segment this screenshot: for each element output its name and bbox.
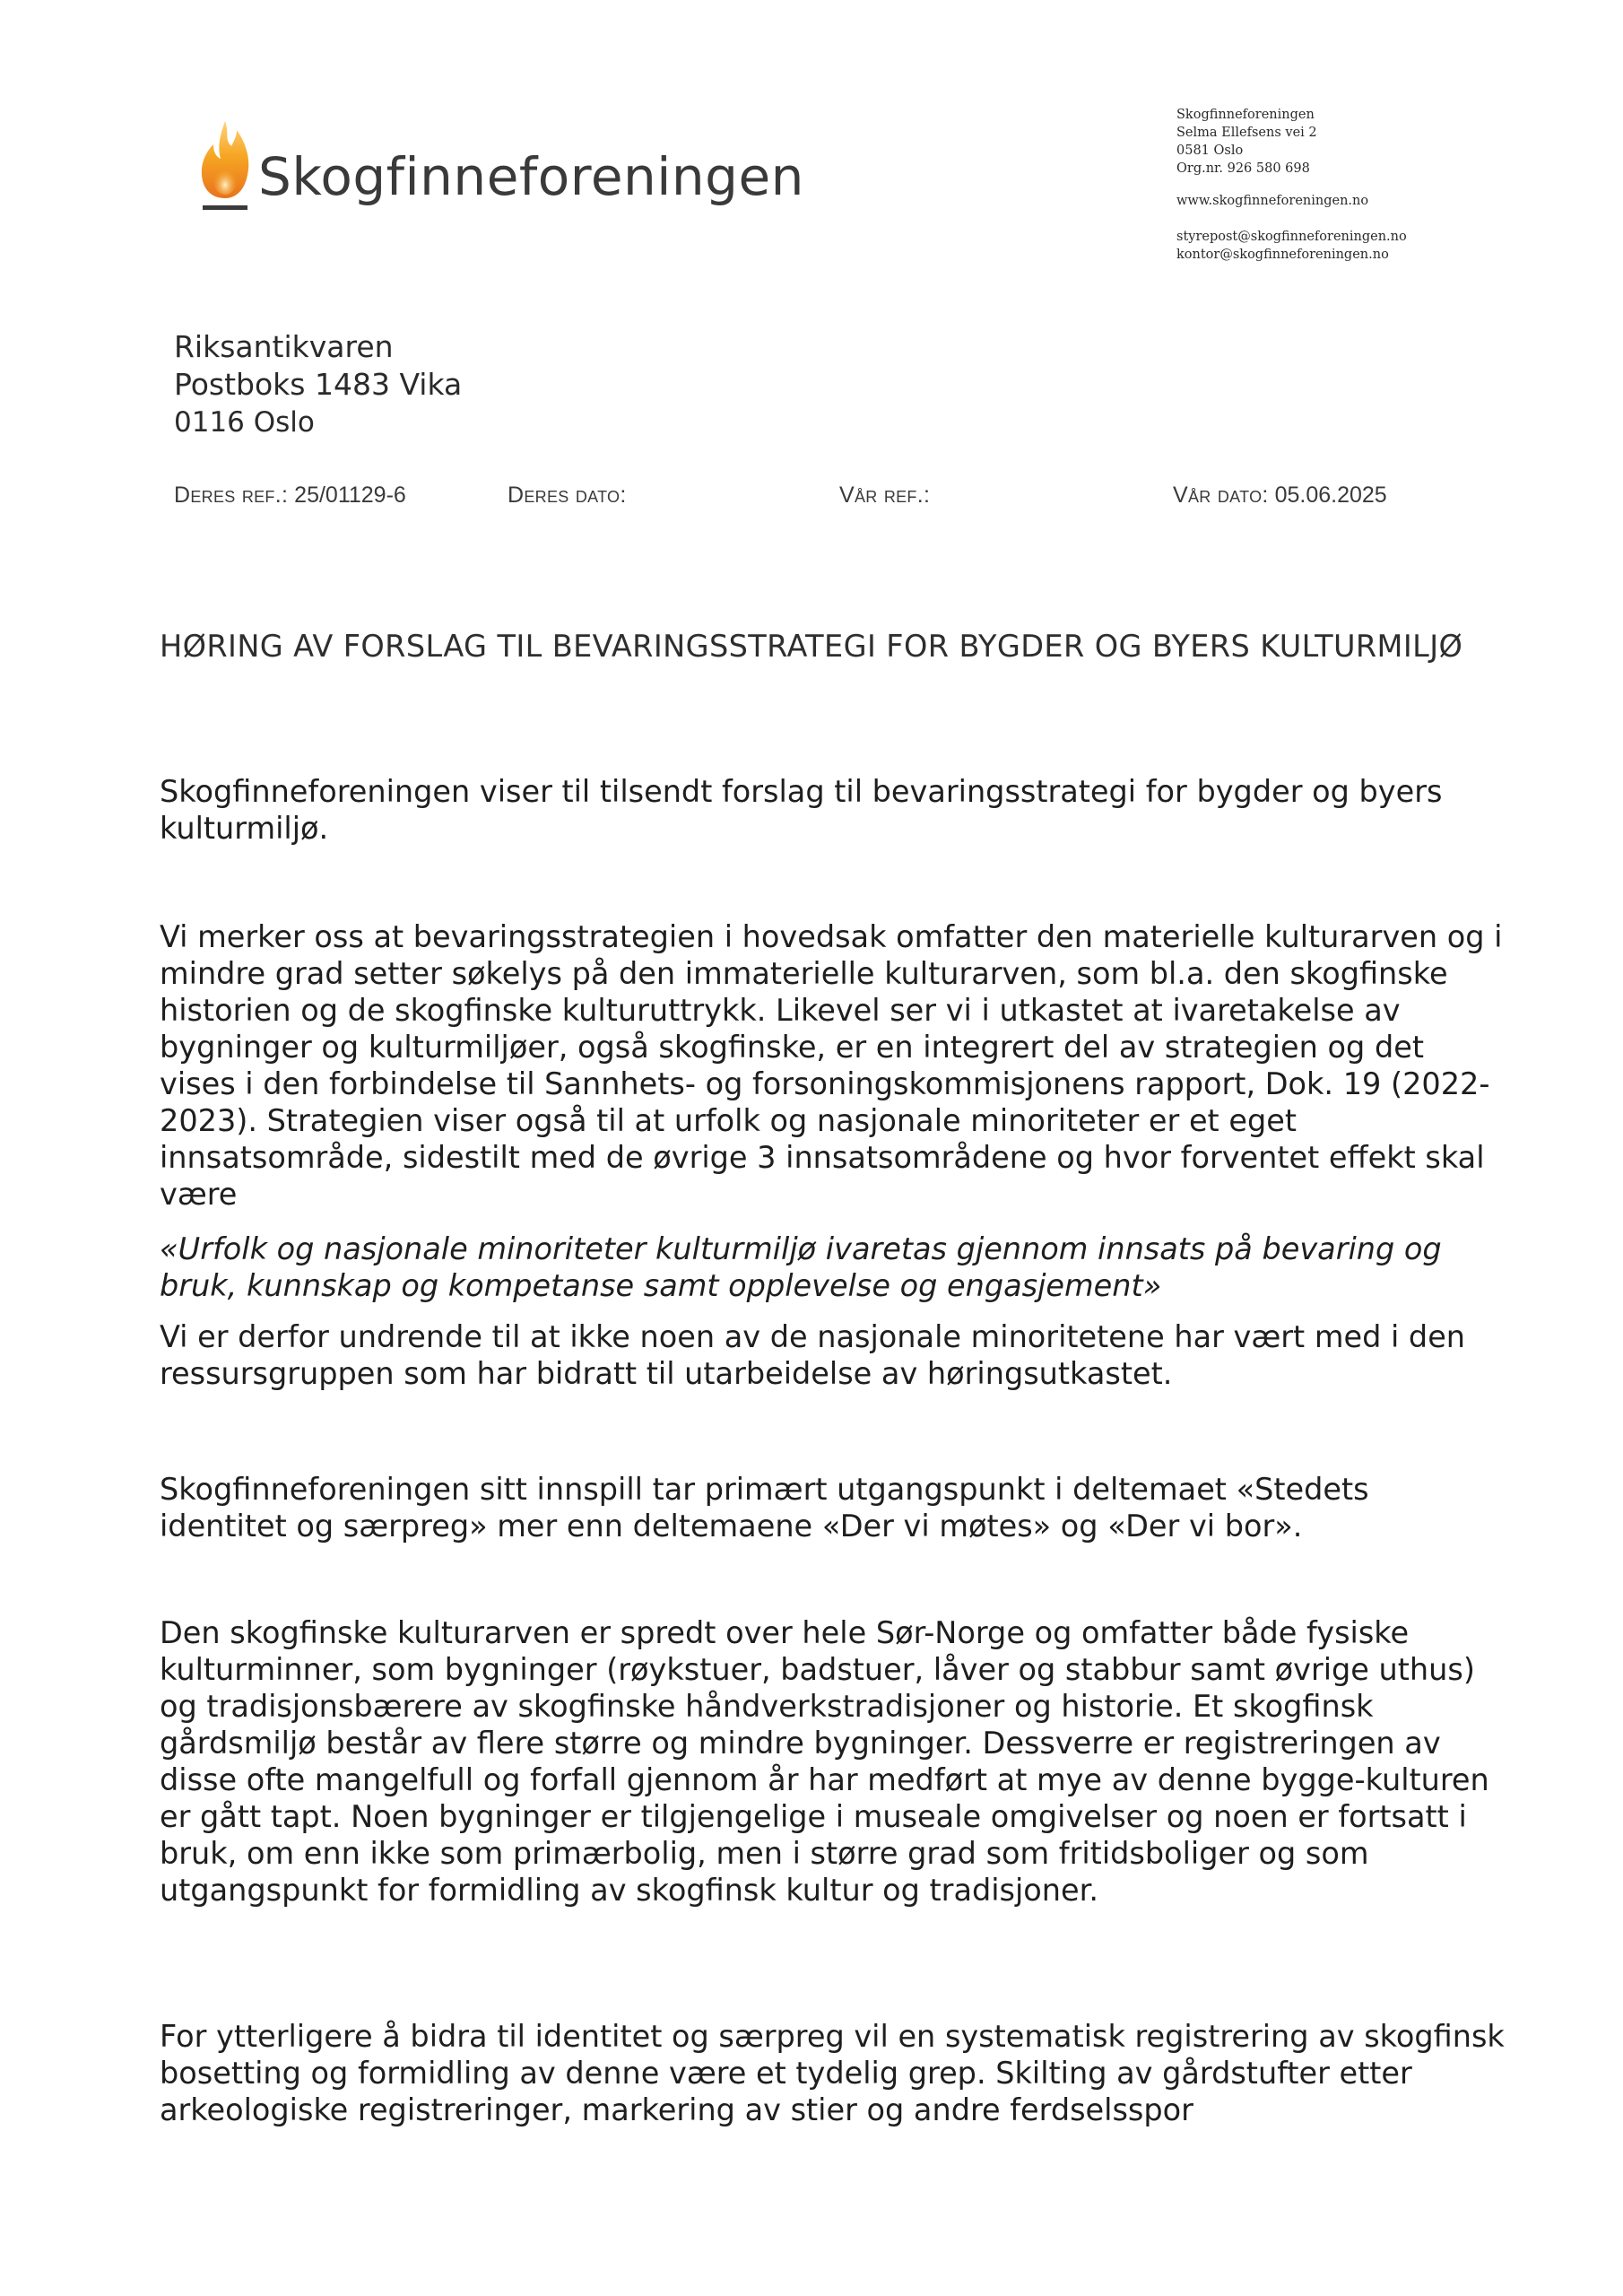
sender-website: www.skogfinneforeningen.no [1176, 194, 1369, 208]
sender-info [1176, 106, 1571, 264]
var-ref-label: Vår ref.: [839, 483, 931, 508]
recipient-name: Riksantikvaren [174, 329, 394, 364]
body-quote: «Urfolk og nasjonale minoriteter kulturmiljø ivaretas gjennom innsats på bevaring og bruk, kunnskap og kompetanse samt opplevelse og engasjement» [160, 1231, 1442, 1303]
var-ref [839, 483, 930, 509]
recipient-postbox: Postboks 1483 Vika [174, 367, 463, 402]
sender-orgnr: Org.nr. 926 580 698 [1176, 161, 1310, 176]
body-paragraph-intro: Skogfinneforeningen viser til tilsendt forslag til bevaringsstrategi for bygder og byers kulturmiljø. [160, 774, 1443, 846]
body-paragraph-resource-group: Vi er derfor undrende til at ikke noen av de nasjonale minoritetene har vært med i den ressursgruppen som har bidratt til utarbeidelse av høringsutkastet. [160, 1319, 1466, 1391]
deres-ref-value: 25/01129-6 [294, 483, 406, 508]
letter-title: HØRING AV FORSLAG TIL BEVARINGSSTRATEGI FOR BYGDER OG BYERS KULTURMILJØ [160, 629, 1463, 664]
body-paragraph-heritage: Den skogfinske kulturarven er spredt over hele Sør-Norge og omfatter både fysiske kulturminner, som bygninger (røykstuer, badstuer, låver og stabbur samt øvrige uthus) og tradisjonsbærere av skogfinske håndverkstradisjoner og historie. Et skogfinsk gårdsmiljø består av flere større og mindre bygninger. Dessverre er registreringen av disse ofte mangelfull og forfall gjennom år har medført at mye av denne bygge-kulturen er gått tapt. Noen bygninger er tilgjengelige i museale omgivelser og noen er fortsatt i bruk, om enn ikke som primærbolig, men i større grad som fritidsboliger og som utgangspunkt for formidling av skogfinsk kultur og tradisjoner. [160, 1615, 1489, 1908]
deres-dato-label: Deres dato: [508, 483, 627, 508]
reference-row [0, 483, 1623, 518]
logo-wordmark: Skogfinneforeningen [258, 146, 804, 207]
body-paragraph-subtopic: Skogfinneforeningen sitt innspill tar primært utgangspunkt i deltemaet «Stedets identitet og særpreg» mer enn deltemaene «Der vi møtes» og «Der vi bor». [160, 1472, 1369, 1544]
organization-logo [197, 117, 804, 215]
sender-street: Selma Ellefsens vei 2 [1176, 126, 1317, 140]
flame-icon [197, 119, 253, 213]
sender-postal: 0581 Oslo [1176, 144, 1244, 158]
var-dato-value: 05.06.2025 [1274, 483, 1387, 508]
recipient-address [174, 328, 462, 441]
body-paragraph-registration: For ytterligere å bidra til identitet og særpreg vil en systematisk registrering av skogfinsk bosetting og formidling av denne være et tydelig grep. Skilting av gårdstufter etter arkeologiske registreringer, markering av stier og andre ferdselsspor [160, 2019, 1505, 2127]
var-dato-label: Vår dato: [1173, 483, 1269, 508]
sender-email-styre: styrepost@skogfinneforeningen.no [1176, 230, 1407, 244]
deres-ref [174, 483, 406, 509]
deres-ref-label: Deres ref.: [174, 483, 289, 508]
body-paragraph-strategy: Vi merker oss at bevaringsstrategien i hovedsak omfatter den materielle kulturarven og i mindre grad setter søkelys på den immaterielle kulturarven, som bl.a. den skogfinske historien og de skogfinske kulturuttrykk. Likevel ser vi i utkastet at ivaretakelse av bygninger og kulturmiljøer, også skogfinske, er en integrert del av strategien og det vises i den forbindelse til Sannhets- og forsoningskommisjonens rapport, Dok. 19 (2022-2023). Strategien viser også til at urfolk og nasjonale minoriteter er et eget innsatsområde, sidestilt med de øvrige 3 innsatsområdene og hvor forventet effekt skal være [160, 919, 1503, 1212]
var-dato [1173, 483, 1387, 509]
sender-email-kontor: kontor@skogfinneforeningen.no [1176, 248, 1389, 262]
sender-org: Skogfinneforeningen [1176, 108, 1315, 122]
deres-dato [508, 483, 627, 509]
recipient-city: 0116 Oslo [174, 406, 315, 439]
